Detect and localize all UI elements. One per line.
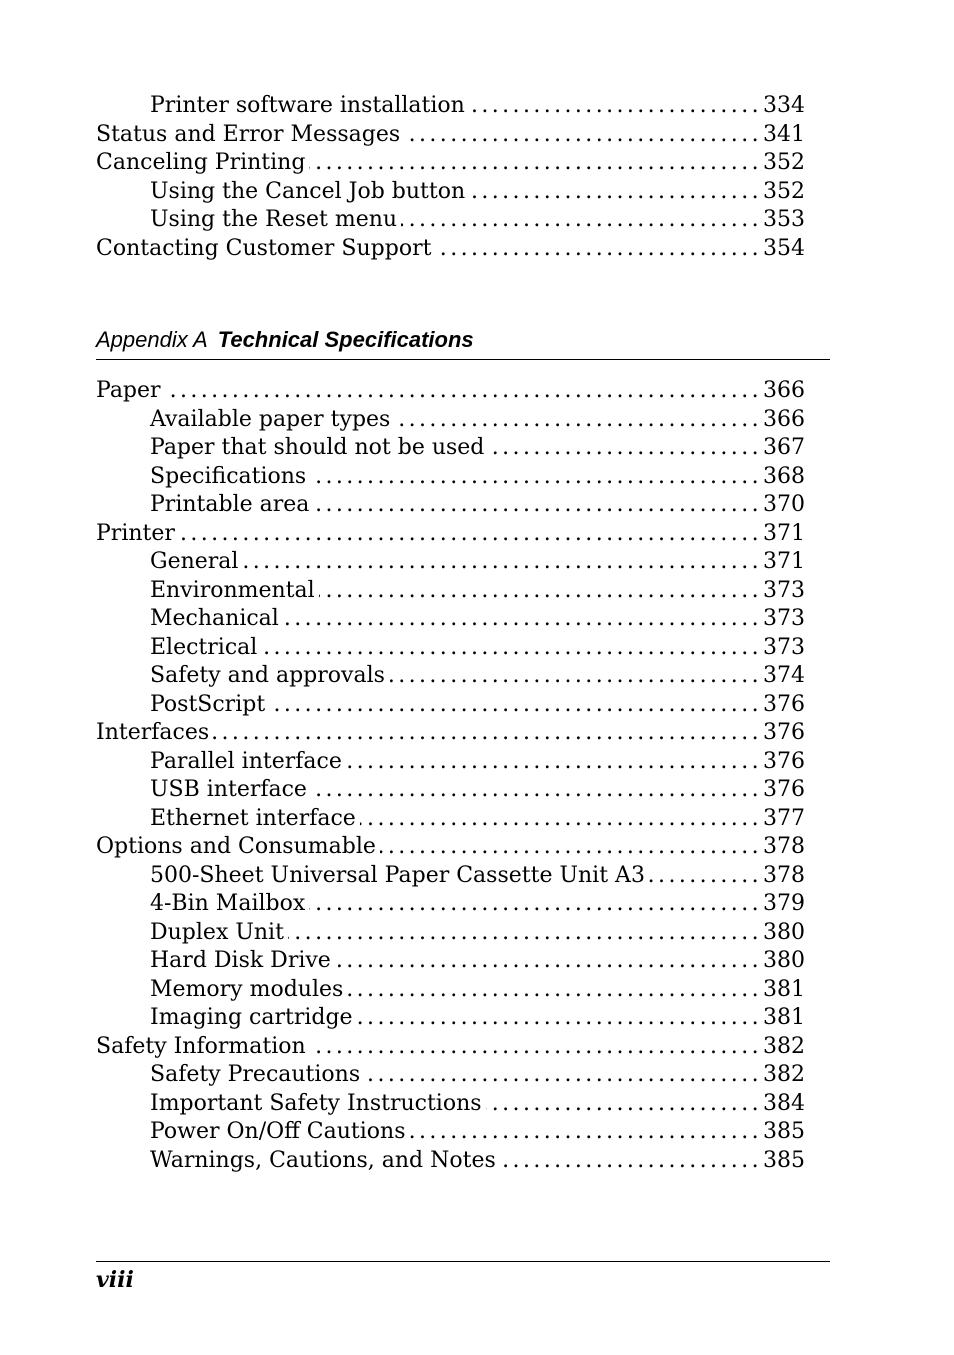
toc-entry-page-number: 352 (763, 150, 805, 175)
footer-divider (96, 1261, 830, 1262)
toc-dot-leader (310, 463, 762, 492)
toc-entry-page-number: 385 (763, 1119, 805, 1144)
toc-appendix-list (96, 377, 805, 1175)
toc-dot-leader (404, 121, 762, 150)
toc-entry-page-number: 380 (763, 919, 805, 945)
toc-entry-page-number: 352 (763, 178, 805, 204)
toc-entry-title: Duplex Unit (150, 919, 284, 945)
toc-entry[interactable] (96, 862, 805, 891)
toc-entry[interactable] (96, 1004, 805, 1033)
toc-dot-leader (360, 805, 762, 834)
toc-entry[interactable] (96, 1118, 805, 1147)
toc-entry[interactable] (96, 577, 805, 606)
toc-dot-leader (364, 1061, 762, 1090)
toc-entry-title: Ethernet interface (150, 805, 356, 831)
toc-entry-page-number: 379 (763, 891, 805, 916)
toc-dot-leader (309, 890, 762, 919)
footer-page-number: viii (96, 1267, 134, 1293)
toc-entry-title: Printable area (150, 492, 310, 517)
toc-entry[interactable] (96, 634, 805, 663)
toc-entry[interactable] (96, 662, 805, 691)
toc-entry[interactable] (96, 206, 805, 235)
toc-entry-title: Mechanical (150, 606, 279, 631)
toc-entry[interactable] (96, 890, 805, 919)
toc-dot-leader (380, 833, 762, 862)
toc-dot-leader (357, 1004, 762, 1033)
toc-entry-title: PostScript (150, 691, 266, 717)
appendix-heading (96, 326, 830, 354)
toc-entry-page-number: 371 (763, 520, 805, 546)
toc-entry-title: 500-Sheet Universal Paper Cassette Unit A3 (150, 862, 645, 888)
toc-entry[interactable] (96, 463, 805, 492)
toc-entry-page-number: 366 (763, 406, 805, 432)
toc-entry[interactable] (96, 605, 805, 634)
toc-continued-list (96, 92, 805, 263)
toc-dot-leader (165, 377, 762, 406)
toc-dot-leader (242, 548, 762, 577)
toc-entry[interactable] (96, 1090, 805, 1119)
toc-entry-title: Printer (96, 520, 175, 546)
toc-entry-page-number: 373 (763, 606, 805, 631)
toc-entry-page-number: 381 (763, 976, 805, 1002)
toc-dot-leader (488, 434, 762, 463)
toc-entry[interactable] (96, 833, 805, 862)
toc-entry-title: Environmental (150, 577, 315, 603)
toc-entry-title: Paper (96, 378, 161, 403)
toc-entry[interactable] (96, 691, 805, 720)
toc-entry-title: Safety Information (96, 1033, 306, 1059)
toc-entry-title: Specifications (150, 463, 307, 489)
toc-entry[interactable] (96, 719, 805, 748)
toc-entry-page-number: 334 (763, 93, 805, 118)
toc-entry-page-number: 376 (763, 748, 805, 774)
toc-entry[interactable] (96, 377, 805, 406)
toc-entry[interactable] (96, 1033, 805, 1062)
toc-entry-title: Hard Disk Drive (150, 948, 331, 973)
toc-entry-page-number: 373 (763, 634, 805, 660)
appendix-label: Appendix A (96, 327, 208, 352)
toc-dot-leader (335, 947, 762, 976)
toc-dot-leader (288, 919, 762, 948)
toc-entry-title: Parallel interface (150, 748, 342, 774)
toc-dot-leader (269, 691, 762, 720)
toc-entry-title: Power On/Off Cautions (150, 1119, 406, 1144)
toc-entry[interactable] (96, 776, 805, 805)
toc-entry-page-number: 376 (763, 720, 805, 745)
toc-entry-page-number: 378 (763, 862, 805, 888)
toc-entry-title: Interfaces (96, 720, 210, 745)
toc-entry[interactable] (96, 919, 805, 948)
toc-entry-title: General (150, 549, 239, 574)
toc-entry-page-number: 368 (763, 463, 805, 489)
toc-entry[interactable] (96, 520, 805, 549)
toc-entry-title: USB interface (150, 777, 307, 802)
toc-dot-leader (469, 92, 762, 121)
toc-entry[interactable] (96, 434, 805, 463)
toc-entry-title: Status and Error Messages (96, 121, 401, 147)
toc-entry-title: Using the Cancel Job button (150, 178, 466, 204)
appendix-title: Technical Specifications (217, 327, 474, 352)
toc-dot-leader (179, 520, 762, 549)
toc-entry-page-number: 354 (763, 235, 805, 261)
toc-entry-title: Imaging cartridge (150, 1005, 353, 1030)
toc-dot-leader (389, 662, 762, 691)
toc-entry[interactable] (96, 235, 805, 264)
toc-entry-title: Contacting Customer Support (96, 235, 432, 261)
toc-entry-title: Canceling Printing (96, 150, 306, 175)
toc-entry-page-number: 382 (763, 1062, 805, 1087)
toc-entry-page-number: 385 (763, 1147, 805, 1173)
toc-entry-title: Safety and approvals (150, 663, 385, 688)
toc-dot-leader (649, 862, 762, 891)
toc-dot-leader (311, 776, 762, 805)
toc-entry-title: Using the Reset menu (150, 207, 398, 232)
toc-entry-title: Paper that should not be used (150, 435, 485, 460)
toc-dot-leader (319, 577, 762, 606)
toc-entry[interactable] (96, 1147, 805, 1176)
toc-entry[interactable] (96, 149, 805, 178)
toc-dot-leader (261, 634, 762, 663)
toc-entry-page-number: 353 (763, 207, 805, 232)
toc-entry-page-number: 378 (763, 834, 805, 859)
toc-dot-leader (435, 235, 762, 264)
toc-entry-page-number: 366 (763, 378, 805, 403)
toc-entry[interactable] (96, 491, 805, 520)
toc-dot-leader (401, 206, 762, 235)
toc-entry-title: Warnings, Cautions, and Notes (150, 1147, 496, 1173)
toc-entry[interactable] (96, 178, 805, 207)
toc-entry-page-number: 384 (763, 1090, 805, 1116)
toc-entry-page-number: 376 (763, 691, 805, 717)
toc-dot-leader (283, 605, 762, 634)
toc-entry[interactable] (96, 805, 805, 834)
toc-dot-leader (410, 1118, 763, 1147)
toc-entry[interactable] (96, 548, 805, 577)
toc-entry-title: Electrical (150, 634, 258, 660)
toc-entry-page-number: 371 (763, 549, 805, 574)
toc-entry-page-number: 381 (763, 1005, 805, 1030)
toc-entry-page-number: 374 (763, 663, 805, 688)
toc-dot-leader (213, 719, 762, 748)
toc-entry[interactable] (96, 406, 805, 435)
toc-entry-title: Printer software installation (150, 93, 465, 118)
toc-entry-title: 4-Bin Mailbox (150, 891, 306, 916)
toc-dot-leader (310, 1033, 762, 1062)
toc-entry-page-number: 341 (763, 121, 805, 147)
toc-entry-title: Available paper types (150, 406, 391, 432)
toc-dot-leader (394, 406, 762, 435)
toc-entry[interactable] (96, 748, 805, 777)
toc-entry-page-number: 370 (763, 492, 805, 517)
toc-dot-leader (347, 976, 762, 1005)
toc-entry[interactable] (96, 947, 805, 976)
toc-entry-page-number: 382 (763, 1033, 805, 1059)
toc-entry-page-number: 373 (763, 577, 805, 603)
toc-entry-title: Memory modules (150, 976, 344, 1002)
toc-entry-title: Options and Consumable (96, 834, 376, 859)
toc-dot-leader (486, 1090, 762, 1119)
toc-entry[interactable] (96, 92, 805, 121)
toc-dot-leader (313, 491, 762, 520)
toc-entry[interactable] (96, 121, 805, 150)
toc-entry-page-number: 380 (763, 948, 805, 973)
toc-entry-title: Safety Precautions (150, 1062, 361, 1087)
heading-divider (96, 359, 830, 360)
toc-entry[interactable] (96, 976, 805, 1005)
toc-entry-page-number: 376 (763, 777, 805, 802)
toc-entry-page-number: 367 (763, 435, 805, 460)
toc-dot-leader (309, 149, 762, 178)
toc-entry[interactable] (96, 1061, 805, 1090)
toc-dot-leader (500, 1147, 762, 1176)
toc-dot-leader (346, 748, 762, 777)
toc-dot-leader (469, 178, 762, 207)
toc-entry-page-number: 377 (763, 805, 805, 831)
toc-entry-title: Important Safety Instructions (150, 1090, 482, 1116)
